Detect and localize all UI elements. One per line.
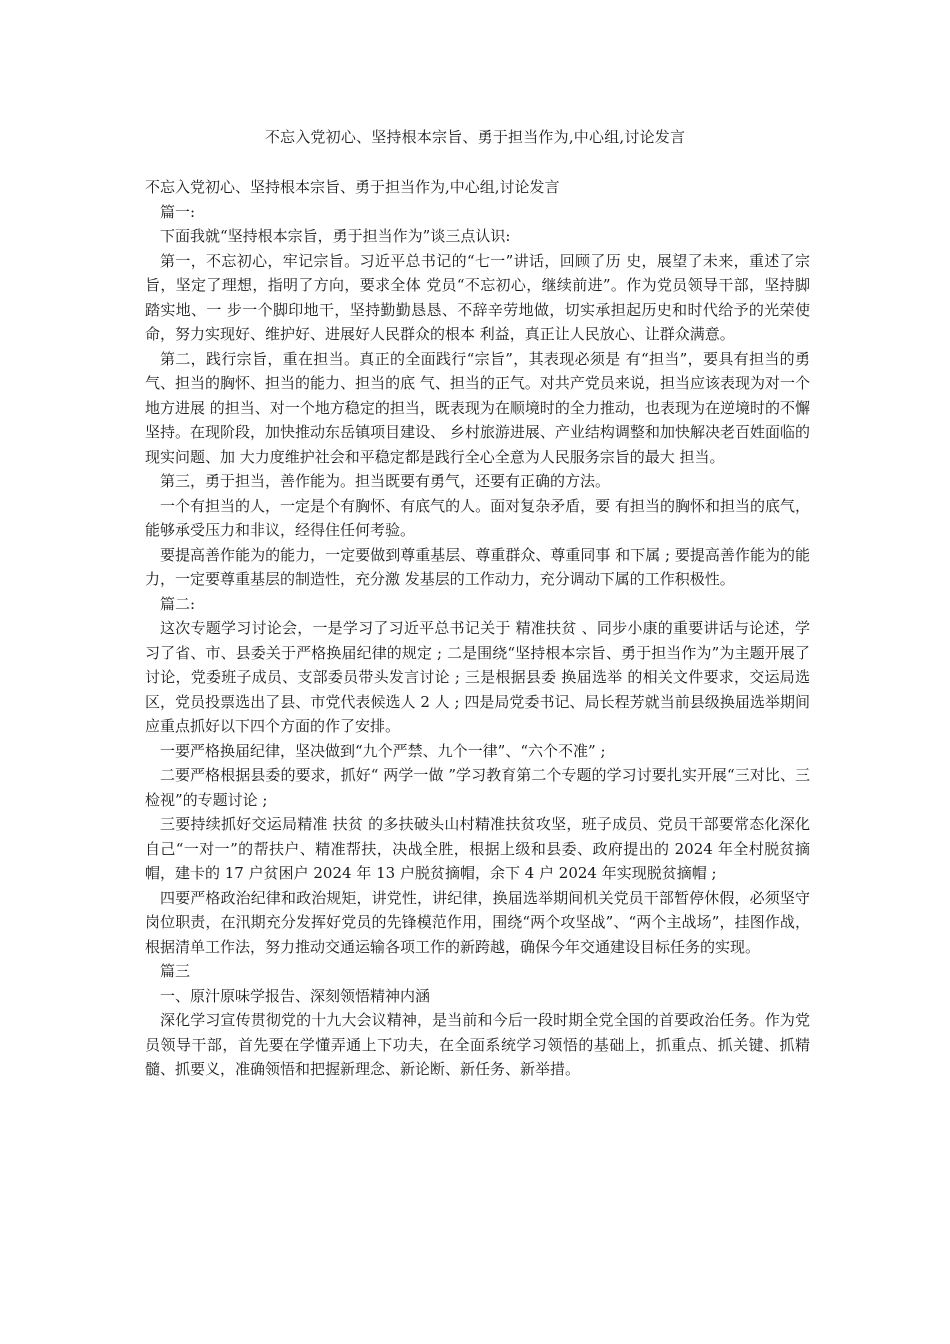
paragraph: 三要持续抓好交运局精准 扶贫 的多扶破头山村精准扶贫攻坚，班子成员、党员干部要常态化深化自己“一对一”的帮扶户、精准帮扶，决战全胜，根据上级和县委、政府提出的 2024 年全村脱贫摘帽，建卡的 17 户贫困户 2024 年 13 户脱贫摘帽，余下 4 户 2024 年实现脱贫摘帽 ; xyxy=(145,815,810,882)
paragraph: 第一，不忘初心，牢记宗旨。习近平总书记的“七一”讲话，回顾了历 史，展望了未来，重述了宗旨，坚定了理想，指明了方向，要求全体 党员“不忘初心，继续前进”。作为党员领导干部，坚持脚踏实地、一 步一个脚印地干，坚持勤勤恳恳、不辞辛劳地做，切实承担起历史和时代给予的光荣使命，努力实现好、维护好、进展好人民群众的根本 利益，真正让人民放心、让群众满意。 xyxy=(145,251,810,343)
paragraph: 第二，践行宗旨，重在担当。真正的全面践行“宗旨”，其表现必须是 有“担当”，要具有担当的勇气、担当的胸怀、担当的能力、担当的底 气、担当的正气。对共产党员来说，担当应该表现为对一个地方进展 的担当、对一个地方稳定的担当，既表现为在顺境时的全力推动，也表现为在逆境时的不懈坚持。在现阶段，加快推动东岳镇项目建设、 乡村旅游进展、产业结构调整和加快解决老百姓面临的现实问题、加 大力度维护社会和平稳定都是践行全心全意为人民服务宗旨的最大 担当。 xyxy=(145,349,810,466)
paragraph: 深化学习宣传贯彻党的十九大会议精神，是当前和今后一段时期全党全国的首要政治任务。作为党员领导干部，首先要在学懂弄通上下功夫，在全面系统学习领悟的基础上，抓重点、抓关键、抓精髓、抓要义，准确领悟和把握新理念、新论断、新任务、新举措。 xyxy=(145,1011,810,1078)
paragraph: 二要严格根据县委的要求，抓好“ 两学一做 ”学习教育第二个专题的学习讨要扎实开展“三对比、三检视”的专题讨论 ; xyxy=(145,766,810,809)
paragraph: 四要严格政治纪律和政治规矩，讲党性，讲纪律，换届选举期间机关党员干部暂停休假，必须坚守岗位职责，在汛期充分发挥好党员的先锋模范作用，围绕“两个攻坚战”、“两个主战场”，挂图作战，根据清单工作法，努力推动交通运输各项工作的新跨越，确保今年交通建设目标任务的实现。 xyxy=(145,888,810,956)
paragraph: 一个有担当的人，一定是个有胸怀、有底气的人。面对复杂矛盾，要 有担当的胸怀和担当的底气，能够承受压力和非议，经得住任何考验。 xyxy=(145,496,810,539)
paragraph: 下面我就“坚持根本宗旨，勇于担当作为”谈三点认识: xyxy=(160,227,511,245)
paragraph: 这次专题学习讨论会，一是学习了习近平总书记关于 精准扶贫 、同步小康的重要讲话与论述，学习了省、市、县委关于严格换届纪律的规定 ; 二是围绕“坚持根本宗旨、勇于担当作为”为主题开展了讨论，党委班子成员、支部委员带头发言讨论 ; 三是根据县委 换届选举 的相关文件要求，交运局选区，党员投票选出了县、市党代表候选人 2 人 ; 四是局党委书记、局长程芳就当前县级换届选举期间应重点抓好以下四个方面的作了安排。 xyxy=(145,619,810,735)
subsection-heading: 一、原汁原味学报告、深刻领悟精神内涵 xyxy=(160,986,431,1005)
paragraph: 一要严格换届纪律，坚决做到“九个严禁、九个一律”、“六个不准” ; xyxy=(160,741,606,760)
section-label-3: 篇三 xyxy=(160,962,191,980)
paragraph: 第三，勇于担当，善作能为。担当既要有勇气，还要有正确的方法。 xyxy=(160,472,611,490)
body-heading: 不忘入党初心、坚持根本宗旨、勇于担当作为,中心组,讨论发言 xyxy=(145,178,560,196)
section-label-1: 篇一: xyxy=(160,202,196,221)
document-body xyxy=(145,175,810,1082)
document-title: 不忘入党初心、坚持根本宗旨、勇于担当作为,中心组,讨论发言 xyxy=(264,128,686,146)
paragraph: 要提高善作能为的能力，一定要做到尊重基层、尊重群众、尊重同事 和下属 ; 要提高善作能为的能力，一定要尊重基层的制造性，充分激 发基层的工作动力，充分调动下属的工作积极性。 xyxy=(145,545,810,588)
section-label-2: 篇二: xyxy=(160,594,196,613)
